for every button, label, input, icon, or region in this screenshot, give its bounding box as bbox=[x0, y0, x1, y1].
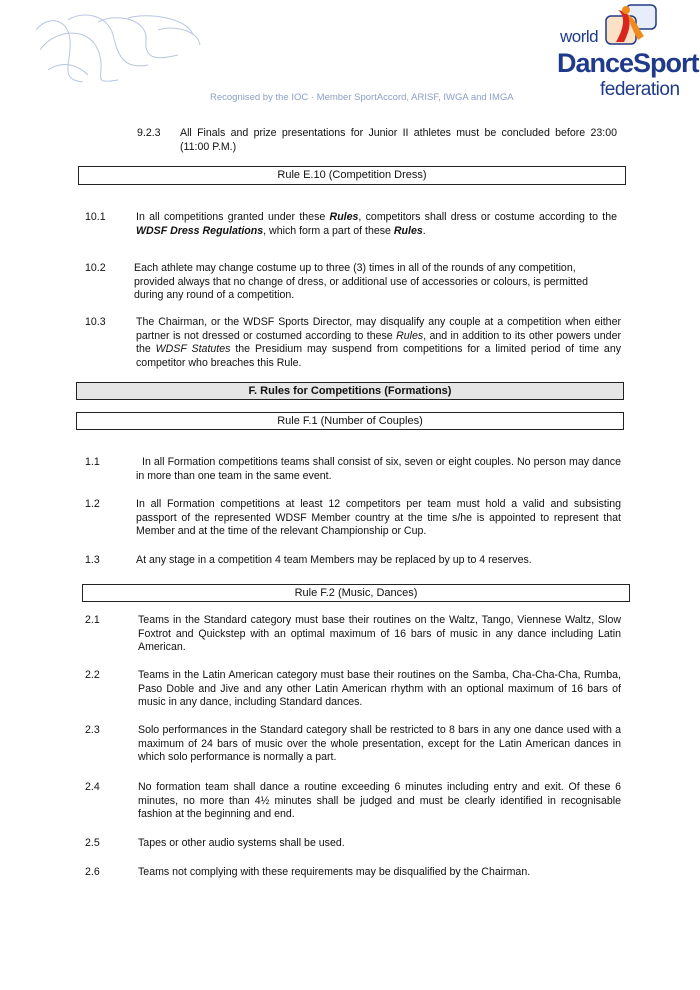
paragraph-text: Teams not complying with these requirements may be disqualified by the Chairman. bbox=[138, 866, 531, 878]
logo-dancesport-text: DanceSport bbox=[557, 48, 699, 78]
logo-federation-text: federation bbox=[600, 79, 680, 100]
paragraph-text: In all Formation competitions teams shall consist of six, seven or eight couples. No person may dance in more than one team in the same event. bbox=[136, 456, 621, 482]
para-number: 1.3 bbox=[85, 554, 100, 566]
para-number: 2.5 bbox=[85, 837, 100, 849]
rule-heading: Rule F.1 (Number of Couples) bbox=[277, 415, 423, 427]
para-number: 2.4 bbox=[85, 781, 100, 793]
paragraph-text: All Finals and prize presentations for Junior II athletes must be concluded before 23:00 (11:00 P.M.) bbox=[180, 127, 617, 153]
rule-heading-box bbox=[78, 166, 626, 185]
dancer-logo-icon bbox=[598, 2, 668, 54]
paragraph-text: The Chairman, or the WDSF Sports Director, may disqualify any couple at a competition when either partner is not dressed or costumed according to these Rules, and in addition to its other powers under the WDSF Statutes the Presidium may suspend from competitions for a limited period of time any competitor who breaches this Rule. bbox=[136, 316, 622, 369]
rule-heading: Rule F.2 (Music, Dances) bbox=[294, 587, 418, 599]
paragraph-text: Teams in the Latin American category must base their routines on the Samba, Cha-Cha-Cha, Rumba, Paso Doble and Jive and any other Latin American rhythm with an optional maximum of 16 bars of music in any dance, including Standard dances. bbox=[138, 669, 621, 709]
paragraph-text: In all competitions granted under these Rules, competitors shall dress or costume according to the WDSF Dress Regulations, which form a part of these Rules. bbox=[136, 211, 617, 237]
paragraph-text: At any stage in a competition 4 team Members may be replaced by up to 4 reserves. bbox=[136, 554, 532, 566]
para-number: 1.2 bbox=[85, 498, 100, 510]
para-number: 10.3 bbox=[85, 316, 106, 328]
paragraph-text: Each athlete may change costume up to three (3) times in all of the rounds of any competition, provided always that no change of dress, or additional use of accessories or colours, is permitted during any round of a competition. bbox=[134, 262, 589, 302]
section-heading: F. Rules for Competitions (Formations) bbox=[248, 385, 452, 397]
paragraph-text: Solo performances in the Standard category shall be restricted to 8 bars in any one dance used with a maximum of 24 bars of music over the whole presentation, except for the Latin American dances in which solo performance is normally a part. bbox=[138, 724, 621, 764]
paragraph-text: No formation team shall dance a routine exceeding 6 minutes including entry and exit. Of these 6 minutes, no more than 4½ minutes shall be judged and must be clearly identified in recognisable fashion at the beginning and end. bbox=[138, 781, 621, 821]
para-number: 1.1 bbox=[85, 456, 100, 468]
para-number: 2.3 bbox=[85, 724, 100, 736]
rule-heading-box bbox=[82, 584, 630, 602]
decorative-sketch bbox=[28, 10, 208, 90]
para-number: 2.1 bbox=[85, 614, 100, 626]
rule-heading-box bbox=[76, 412, 624, 430]
para-number: 2.2 bbox=[85, 669, 100, 681]
para-number: 9.2.3 bbox=[137, 127, 161, 139]
paragraph-text: Tapes or other audio systems shall be used. bbox=[138, 837, 345, 849]
paragraph-text: In all Formation competitions at least 12 competitors per team must hold a valid and subsisting passport of the represented WDSF Member country at the time s/he is appointed to represent that Member and at the time of the relevant Championship or Cup. bbox=[136, 498, 621, 538]
paragraph-text: Teams in the Standard category must base their routines on the Waltz, Tango, Viennese Waltz, Slow Foxtrot and Quickstep with an optimal maximum of 16 bars of music in any dance including Latin American. bbox=[138, 614, 621, 654]
logo-world-text: world bbox=[560, 27, 599, 46]
para-number: 2.6 bbox=[85, 866, 100, 878]
para-number: 10.1 bbox=[85, 211, 106, 223]
rule-heading: Rule E.10 (Competition Dress) bbox=[277, 169, 427, 181]
section-heading-box bbox=[76, 382, 624, 400]
para-number: 10.2 bbox=[85, 262, 106, 274]
recognition-line: Recognised by the IOC · Member SportAccord, ARISF, IWGA and IMGA bbox=[210, 92, 514, 103]
